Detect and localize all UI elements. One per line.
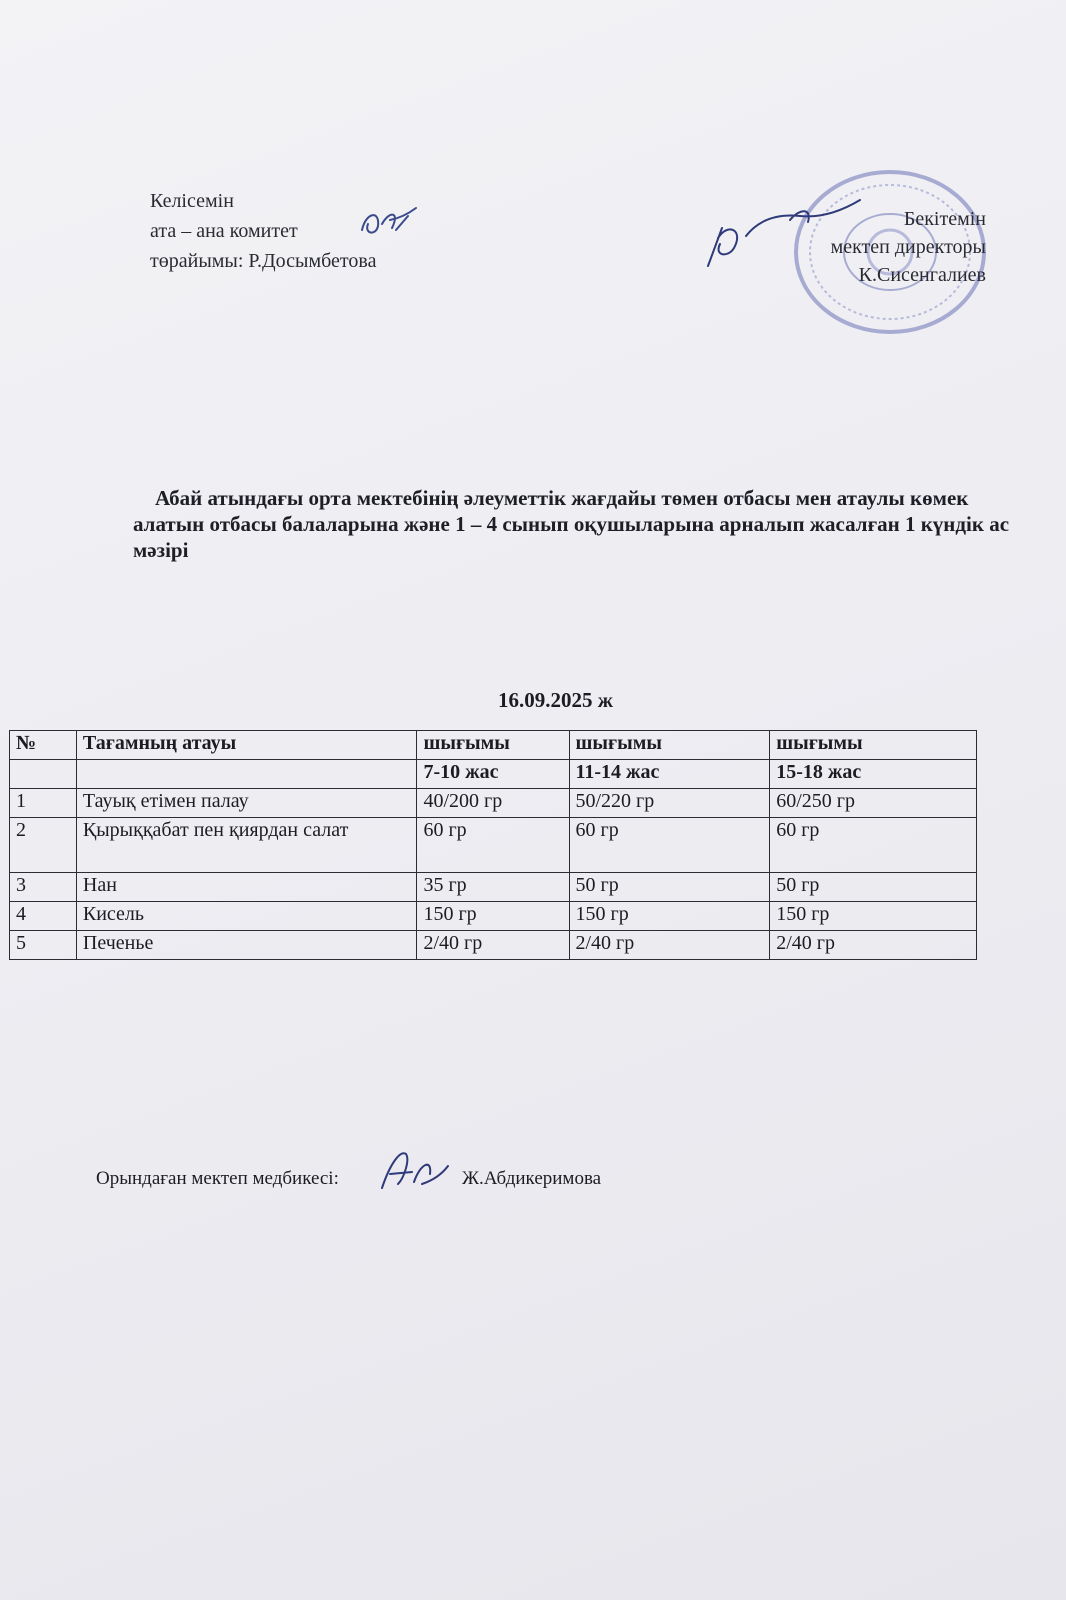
- table-row: [10, 818, 977, 873]
- header-num: №: [10, 731, 77, 760]
- row-portion-2: 50 гр: [569, 873, 770, 902]
- subheader-age-1: 7-10 жас: [417, 760, 569, 789]
- header-dish-name: Тағамның атауы: [76, 731, 417, 760]
- nurse-label: Орындаған мектеп медбикесі:: [96, 1168, 339, 1189]
- row-portion-3: 60/250 гр: [770, 789, 977, 818]
- menu-table: [9, 730, 977, 960]
- table-subheader-row: [10, 760, 977, 789]
- subheader-age-2: 11-14 жас: [569, 760, 770, 789]
- footer-signoff: [96, 1168, 602, 1190]
- row-dish: Тауық етімен палау: [76, 789, 417, 818]
- row-num: 1: [10, 789, 77, 818]
- director-name: К.Сисенгалиев: [858, 264, 986, 286]
- row-portion-1: 60 гр: [417, 818, 569, 873]
- row-dish: Кисель: [76, 902, 417, 931]
- approved-label: Бекітемін: [903, 208, 986, 230]
- subheader-empty: [10, 760, 77, 789]
- header-portion-1: шығымы: [417, 731, 569, 760]
- row-portion-2: 2/40 гр: [569, 931, 770, 960]
- row-num: 3: [10, 873, 77, 902]
- subheader-age-3: 15-18 жас: [770, 760, 977, 789]
- nurse-signature: [376, 1144, 452, 1194]
- subheader-empty: [76, 760, 417, 789]
- table-row: [10, 902, 977, 931]
- row-dish: Печенье: [76, 931, 417, 960]
- director-title: мектеп директоры: [830, 236, 986, 258]
- row-portion-2: 150 гр: [569, 902, 770, 931]
- row-num: 5: [10, 931, 77, 960]
- row-portion-2: 50/220 гр: [569, 789, 770, 818]
- approval-approved-block: [831, 205, 986, 289]
- row-portion-1: 2/40 гр: [417, 931, 569, 960]
- row-num: 4: [10, 902, 77, 931]
- row-portion-3: 50 гр: [770, 873, 977, 902]
- row-portion-1: 40/200 гр: [417, 789, 569, 818]
- row-portion-3: 60 гр: [770, 818, 977, 873]
- row-dish: Қырыққабат пен қиярдан салат: [76, 818, 417, 873]
- header-portion-2: шығымы: [569, 731, 770, 760]
- row-portion-1: 35 гр: [417, 873, 569, 902]
- nurse-name: Ж.Абдикеримова: [462, 1168, 602, 1189]
- table-row: [10, 789, 977, 818]
- agreed-label: Келісемін: [150, 190, 234, 212]
- approval-agreed-block: [150, 186, 376, 276]
- committee-chair: төрайымы: Р.Досымбетова: [150, 250, 377, 272]
- committee-label: ата – ана комитет: [150, 220, 298, 242]
- table-row: [10, 873, 977, 902]
- row-portion-1: 150 гр: [417, 902, 569, 931]
- row-dish: Нан: [76, 873, 417, 902]
- document-title: Абай атындағы орта мектебінің әлеуметтік жағдайы төмен отбасы мен атаулы көмек алатын отбасы балаларына және 1 – 4 сынып оқушыларына арналып жасалған 1 күндік ас мәзірі: [133, 486, 1010, 562]
- row-portion-2: 60 гр: [569, 818, 770, 873]
- header-portion-3: шығымы: [770, 731, 977, 760]
- table-row: [10, 931, 977, 960]
- row-num: 2: [10, 818, 77, 873]
- document-date: 16.09.2025 ж: [498, 688, 613, 712]
- row-portion-3: 2/40 гр: [770, 931, 977, 960]
- committee-signature: [356, 200, 426, 246]
- row-portion-3: 150 гр: [770, 902, 977, 931]
- table-header-row: [10, 731, 977, 760]
